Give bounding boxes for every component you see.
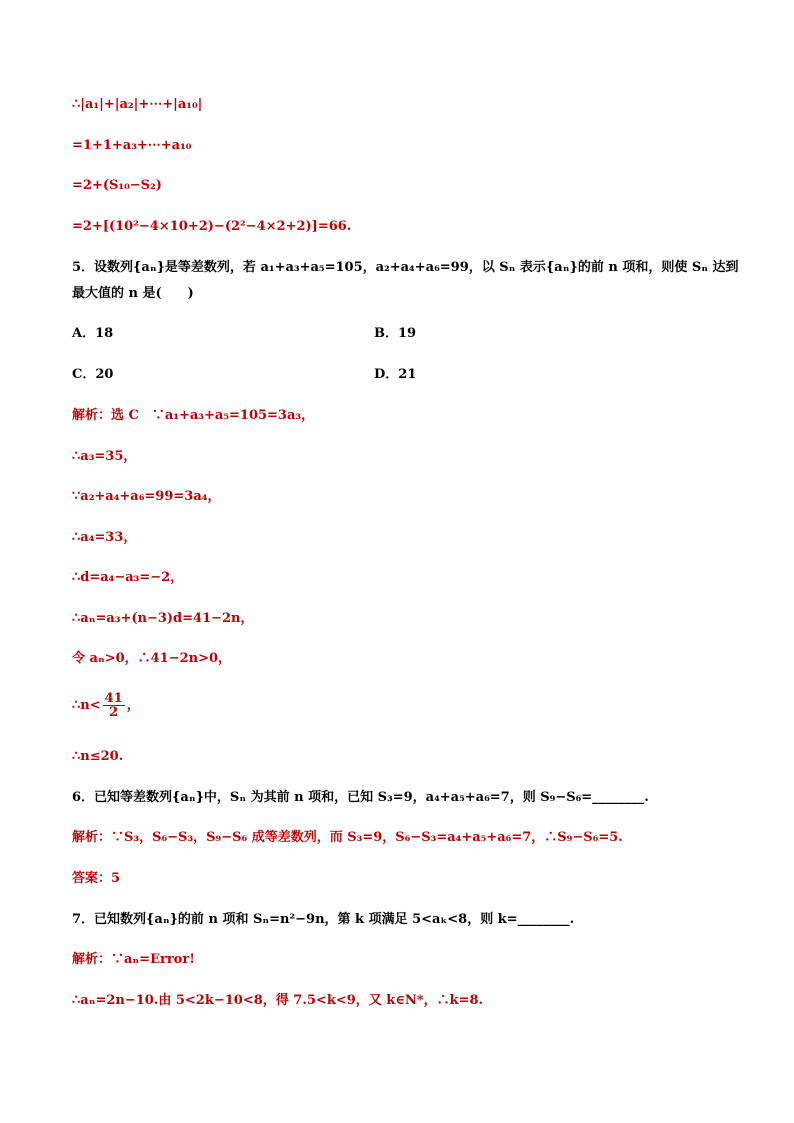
fraction-numerator: 41 [104,691,123,706]
solution-4-line-2: =1+1+a₃+⋯+a₁₀ [72,138,192,153]
question-6-answer: 答案：5 [72,871,121,886]
question-5-option-c: C．20 [72,367,114,382]
question-5-option-d: D．21 [374,367,417,382]
question-7-solution-line-2: ∴aₙ=2n−10.由 5<2k−10<8，得 7.5<k<9，又 k∈N*，∴k=8. [72,993,484,1008]
solution-4-line-4: =2+[(10²−4×10+2)−(2²−4×2+2)]=66. [72,219,352,234]
question-5-solution-line-6: ∴aₙ=a₃+(n−3)d=41−2n， [72,611,254,626]
question-5-solution-line-7: 令 aₙ>0，∴41−2n>0， [72,651,232,666]
question-5-option-a: A．18 [72,326,114,341]
question-5-solution-final: ∴n≤20. [72,749,124,764]
fraction-suffix: ， [126,698,140,713]
question-5-stem-line-1: 5．设数列{aₙ}是等差数列，若 a₁+a₃+a₅=105，a₂+a₄+a₆=99，以 Sₙ 表示{aₙ}的前 n 项和，则使 Sₙ 达到 [72,260,739,275]
fraction-41-over-2 [103,692,125,719]
question-7-solution-line-1: 解析：∵aₙ=Error! [72,952,195,967]
question-5-solution-line-4: ∴a₄=33， [72,530,137,545]
question-5-solution-line-1: 解析：选 C ∵a₁+a₃+a₅=105=3a₃， [72,408,315,423]
fraction-denominator: 2 [109,705,119,720]
question-5-stem-line-2: 最大值的 n 是( ) [72,286,194,301]
question-5-solution-line-3: ∵a₂+a₄+a₆=99=3a₄， [72,489,221,504]
fraction-prefix: ∴n< [72,698,101,713]
solution-4-line-3: =2+(S₁₀−S₂) [72,178,162,193]
question-6-stem: 6．已知等差数列{aₙ}中，Sₙ 为其前 n 项和，已知 S₃=9，a₄+a₅+a₆=7，则 S₉−S₆=________. [72,790,649,805]
question-5-solution-line-5: ∴d=a₄−a₃=−2， [72,570,184,585]
question-7-stem: 7．已知数列{aₙ}的前 n 项和 Sₙ=n²−9n，第 k 项满足 5<aₖ<8，则 k=________. [72,912,575,927]
question-6-solution: 解析：∵S₃，S₆−S₃，S₉−S₆ 成等差数列，而 S₃=9，S₆−S₃=a₄+a₅+a₆=7，∴S₉−S₆=5. [72,830,623,845]
question-5-fraction-line [72,692,140,719]
question-5-solution-line-2: ∴a₃=35， [72,449,137,464]
question-5-option-b: B．19 [374,326,417,341]
solution-4-line-1: ∴|a₁|+|a₂|+⋯+|a₁₀| [72,97,203,112]
